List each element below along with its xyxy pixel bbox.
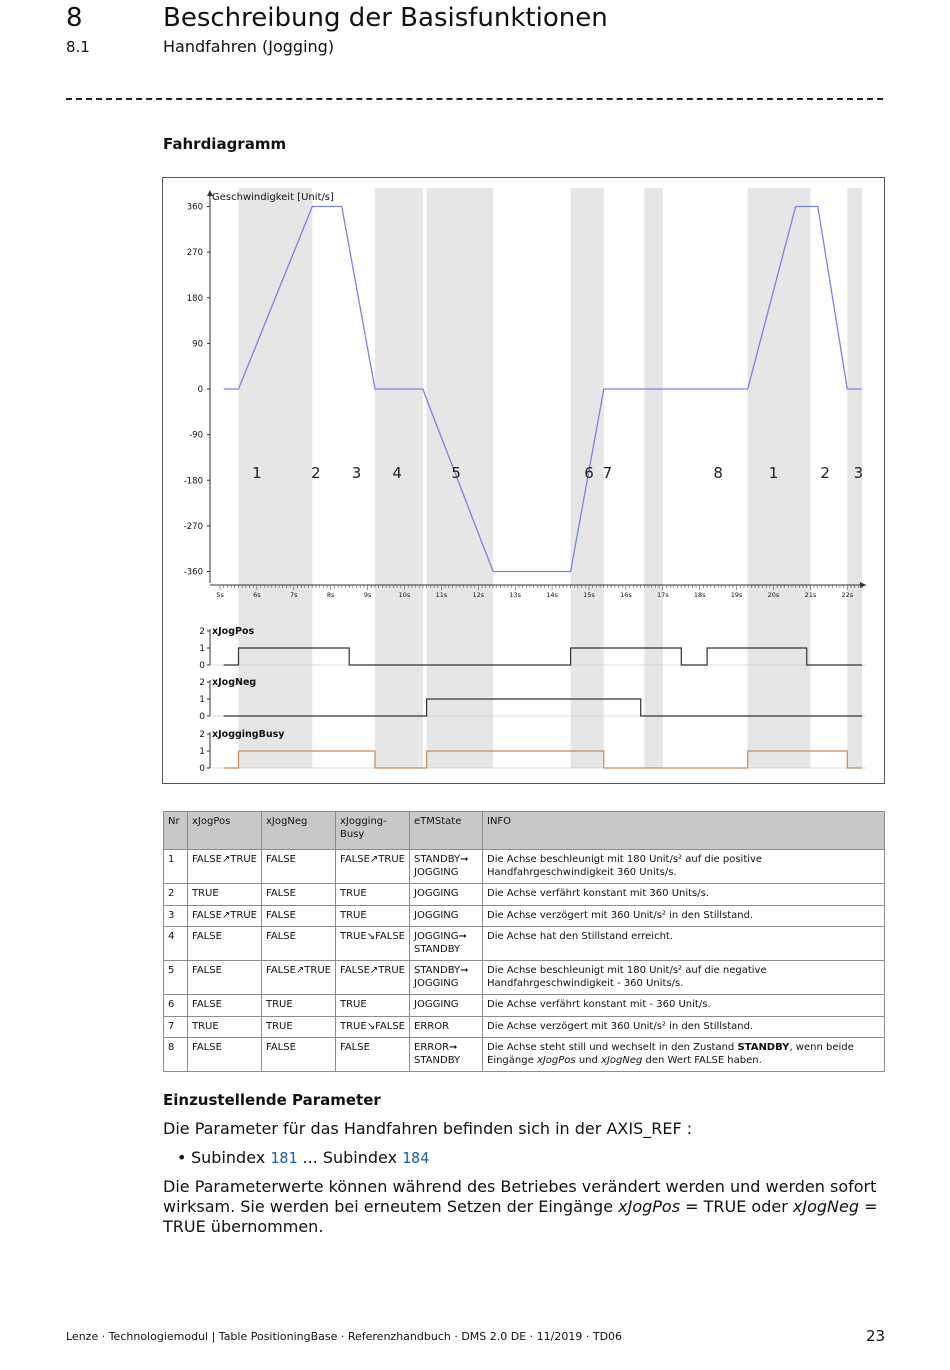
- table-cell: FALSE↗TRUE: [262, 961, 336, 995]
- signal-tick-label: 0: [199, 712, 205, 722]
- table-cell: 7: [164, 1016, 188, 1038]
- signal-tick-label: 0: [199, 661, 205, 671]
- section-title: Handfahren (Jogging): [163, 37, 335, 56]
- y-tick-label: 90: [192, 339, 203, 350]
- y-tick-label: -270: [183, 521, 203, 532]
- time-tick-label: 16s: [620, 591, 632, 599]
- subindex-181-link[interactable]: 181: [270, 1149, 298, 1167]
- time-axis-arrow: [860, 582, 866, 588]
- y-tick-label: 360: [186, 202, 203, 213]
- signal-tick-label: 2: [199, 627, 205, 637]
- time-tick-label: 22s: [841, 591, 854, 599]
- table-cell: JOGGING: [410, 995, 483, 1017]
- time-tick-label: 19s: [730, 591, 743, 599]
- table-cell: JOGGING: [410, 905, 483, 927]
- table-cell: FALSE↗TRUE: [188, 850, 262, 884]
- y-tick-label: 270: [186, 248, 203, 259]
- table-cell: TRUE: [336, 884, 410, 906]
- table-header-cell: INFO: [483, 812, 885, 850]
- table-cell: Die Achse verfährt konstant mit - 360 Unit/s.: [483, 995, 885, 1017]
- table-cell: FALSE: [262, 850, 336, 884]
- table-header-row: [164, 812, 885, 850]
- table-header-cell: xJogPos: [188, 812, 262, 850]
- xjoggingbusy-label: xJoggingBusy: [212, 729, 285, 740]
- table-cell: 5: [164, 961, 188, 995]
- note-xjogpos: xJogPos: [618, 1197, 681, 1216]
- table-header-cell: eTMState: [410, 812, 483, 850]
- table-cell: FALSE: [188, 1038, 262, 1072]
- phase-label: 3: [853, 464, 864, 482]
- signal-tick-label: 1: [199, 644, 205, 654]
- y-tick-label: -90: [189, 430, 203, 441]
- table-cell: FALSE: [188, 927, 262, 961]
- table-cell: FALSE: [188, 961, 262, 995]
- phase-label: 7: [602, 464, 613, 482]
- time-tick-label: 12s: [472, 591, 485, 599]
- table-row: [164, 927, 885, 961]
- time-tick-label: 18s: [693, 591, 706, 599]
- time-tick-label: 21s: [804, 591, 817, 599]
- bullet-text: [191, 1148, 429, 1167]
- table-header-cell: xJogging- Busy: [336, 812, 410, 850]
- table-cell: FALSE↗TRUE: [336, 850, 410, 884]
- table-cell: FALSE: [262, 1038, 336, 1072]
- phase-label: 3: [351, 464, 362, 482]
- time-tick-label: 13s: [509, 591, 522, 599]
- table-row: [164, 850, 885, 884]
- table-cell: JOGGING➞ STANDBY: [410, 927, 483, 961]
- state-table: [163, 811, 885, 1072]
- table-cell: JOGGING: [410, 884, 483, 906]
- y-tick-label: 180: [186, 293, 203, 304]
- table-header-cell: Nr: [164, 812, 188, 850]
- table-cell: ERROR➞ STANDBY: [410, 1038, 483, 1072]
- signal-tick-label: 1: [199, 695, 205, 705]
- table-cell: FALSE: [262, 927, 336, 961]
- note-part-c: = TRUE übernommen.: [163, 1197, 878, 1236]
- section-number: 8.1: [66, 38, 90, 56]
- phase-label: 1: [768, 464, 779, 482]
- note-part-b: = TRUE oder: [680, 1197, 793, 1216]
- table-cell: FALSE: [262, 905, 336, 927]
- phase-label: 1: [252, 464, 262, 482]
- time-tick-label: 7s: [290, 591, 298, 599]
- table-cell: TRUE: [262, 1016, 336, 1038]
- table-row: [164, 1016, 885, 1038]
- phase-label: 2: [311, 464, 321, 482]
- params-note: [163, 1177, 893, 1237]
- travel-diagram: [162, 177, 885, 784]
- time-tick-label: 9s: [363, 591, 372, 599]
- table-cell: TRUE↘FALSE: [336, 1016, 410, 1038]
- time-tick-label: 17s: [656, 591, 669, 599]
- table-cell: STANDBY➞ JOGGING: [410, 850, 483, 884]
- time-tick-label: 11s: [435, 591, 448, 599]
- subindex-184-link[interactable]: 184: [402, 1149, 430, 1167]
- table-cell: 4: [164, 927, 188, 961]
- note-xjogneg: xJogNeg: [792, 1197, 859, 1216]
- signal-tick-label: 1: [199, 747, 205, 757]
- table-cell: Die Achse steht still und wechselt in den Zustand STANDBY, wenn beide Eingänge xJogPos und xJogNeg den Wert FALSE haben.: [483, 1038, 885, 1072]
- signal-tick-label: 0: [199, 764, 205, 774]
- time-tick-label: 10s: [398, 591, 411, 599]
- table-cell: FALSE↗TRUE: [336, 961, 410, 995]
- table-cell: TRUE↘FALSE: [336, 927, 410, 961]
- y-tick-label: -180: [183, 476, 203, 487]
- table-cell: FALSE↗TRUE: [188, 905, 262, 927]
- footer-text: Lenze · Technologiemodul | Table PositioningBase · Referenzhandbuch · DMS 2.0 DE · 11/2019 · TD06: [66, 1330, 623, 1343]
- table-cell: STANDBY➞ JOGGING: [410, 961, 483, 995]
- table-cell: 1: [164, 850, 188, 884]
- phase-band: [748, 188, 811, 768]
- params-intro: Die Parameter für das Handfahren befinden sich in der AXIS_REF :: [163, 1119, 693, 1138]
- page-number: 23: [866, 1327, 886, 1345]
- chapter-number: 8: [66, 3, 83, 33]
- table-row: [164, 995, 885, 1017]
- table-cell: TRUE: [188, 1016, 262, 1038]
- table-cell: Die Achse hat den Stillstand erreicht.: [483, 927, 885, 961]
- signal-tick-label: 2: [199, 730, 205, 740]
- table-cell: 6: [164, 995, 188, 1017]
- table-cell: Die Achse verfährt konstant mit 360 Units/s.: [483, 884, 885, 906]
- time-tick-label: 6s: [253, 591, 261, 599]
- phase-label: 4: [392, 464, 402, 482]
- y-tick-label: -360: [183, 567, 203, 578]
- phase-label: 5: [451, 464, 461, 482]
- note-part-a: Die Parameterwerte können während des Betriebes verändert werden und werden sofort wirksam. Sie werden bei erneutem Setzen der Eingänge: [163, 1177, 877, 1216]
- xjogpos-label: xJogPos: [212, 626, 255, 637]
- time-tick-label: 20s: [767, 591, 780, 599]
- phase-label: 6: [584, 464, 594, 482]
- time-tick-label: 8s: [326, 591, 335, 599]
- table-row: [164, 1038, 885, 1072]
- header-divider: [66, 98, 883, 100]
- table-cell: Die Achse verzögert mit 360 Unit/s² in den Stillstand.: [483, 1016, 885, 1038]
- table-header-cell: xJogNeg: [262, 812, 336, 850]
- table-cell: 3: [164, 905, 188, 927]
- table-cell: 8: [164, 1038, 188, 1072]
- table-row: [164, 961, 885, 995]
- bullet-dot: •: [177, 1148, 187, 1167]
- table-cell: Die Achse verzögert mit 360 Unit/s² in den Stillstand.: [483, 905, 885, 927]
- time-tick-label: 14s: [546, 591, 558, 599]
- table-cell: FALSE: [188, 995, 262, 1017]
- table-cell: Die Achse beschleunigt mit 180 Unit/s² auf die positive Handfahrgeschwindigkeit 360 Units/s.: [483, 850, 885, 884]
- table-cell: FALSE: [262, 884, 336, 906]
- phase-band: [644, 188, 662, 768]
- signal-tick-label: 2: [199, 678, 205, 688]
- table-cell: TRUE: [336, 995, 410, 1017]
- phase-label: 8: [713, 464, 723, 482]
- table-cell: ERROR: [410, 1016, 483, 1038]
- xjogneg-label: xJogNeg: [212, 677, 257, 688]
- phase-label: 2: [820, 464, 830, 482]
- table-row: [164, 884, 885, 906]
- figure-heading: Fahrdiagramm: [163, 135, 287, 153]
- time-tick-label: 5s: [216, 591, 224, 599]
- chapter-title: Beschreibung der Basisfunktionen: [163, 3, 608, 33]
- params-heading: Einzustellende Parameter: [163, 1091, 381, 1109]
- table-cell: TRUE: [262, 995, 336, 1017]
- time-tick-label: 15s: [583, 591, 595, 599]
- table-cell: TRUE: [336, 905, 410, 927]
- bullet-mid: ... Subindex: [297, 1148, 403, 1167]
- table-cell: Die Achse beschleunigt mit 180 Unit/s² auf die negative Handfahrgeschwindigkeit - 360 Units/s.: [483, 961, 885, 995]
- table-cell: FALSE: [336, 1038, 410, 1072]
- velocity-y-label: Geschwindigkeit [Unit/s]: [212, 192, 334, 203]
- table-cell: 2: [164, 884, 188, 906]
- table-row: [164, 905, 885, 927]
- table-cell: TRUE: [188, 884, 262, 906]
- y-tick-label: 0: [197, 385, 203, 395]
- velocity-chart: [163, 178, 884, 783]
- bullet-prefix: Subindex: [191, 1148, 271, 1167]
